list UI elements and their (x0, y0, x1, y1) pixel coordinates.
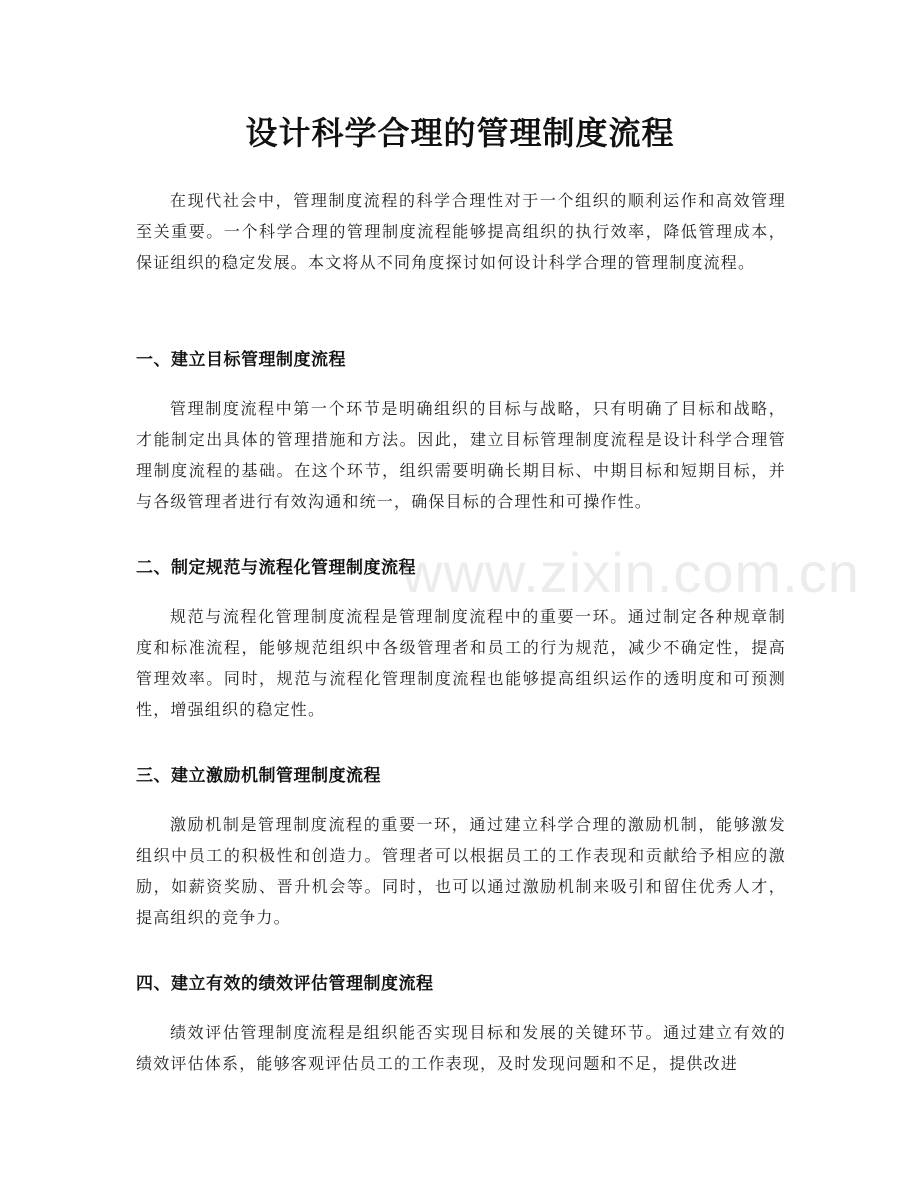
document-title: 设计科学合理的管理制度流程 (245, 114, 675, 152)
section-2-heading: 二、制定规范与流程化管理制度流程 (136, 558, 416, 578)
watermark: www.zixin.com.cn (402, 541, 860, 604)
section-4-heading: 四、建立有效的绩效评估管理制度流程 (136, 974, 434, 994)
section-1-paragraph: 管理制度流程中第一个环节是明确组织的目标与战略，只有明确了目标和战略，才能制定出具体的管理措施和方法。因此，建立目标管理制度流程是设计科学合理管理制度流程的基础。在这个环节，组织需要明确长期目标、中期目标和短期目标，并与各级管理者进行有效沟通和统一，确保目标的合理性和可操作性。 (136, 399, 786, 511)
intro-paragraph: 在现代社会中，管理制度流程的科学合理性对于一个组织的顺利运作和高效管理至关重要。一个科学合理的管理制度流程能够提高组织的执行效率，降低管理成本，保证组织的稳定发展。本文将从不同角度探讨如何设计科学合理的管理制度流程。 (136, 191, 786, 272)
section-1-heading: 一、建立目标管理制度流程 (136, 350, 346, 370)
section-3-heading: 三、建立激励机制管理制度流程 (136, 766, 381, 786)
section-2-paragraph: 规范与流程化管理制度流程是管理制度流程中的重要一环。通过制定各种规章制度和标准流程，能够规范组织中各级管理者和员工的行为规范，减少不确定性，提高管理效率。同时，规范与流程化管理制度流程也能够提高组织运作的透明度和可预测性，增强组织的稳定性。 (136, 607, 786, 719)
section-4-paragraph: 绩效评估管理制度流程是组织能否实现目标和发展的关键环节。通过建立有效的绩效评估体系，能够客观评估员工的工作表现，及时发现问题和不足，提供改进 (136, 1023, 786, 1073)
section-3-paragraph: 激励机制是管理制度流程的重要一环，通过建立科学合理的激励机制，能够激发组织中员工的积极性和创造力。管理者可以根据员工的工作表现和贡献给予相应的激励，如薪资奖励、晋升机会等。同时，也可以通过激励机制来吸引和留住优秀人才，提高组织的竞争力。 (136, 815, 786, 927)
